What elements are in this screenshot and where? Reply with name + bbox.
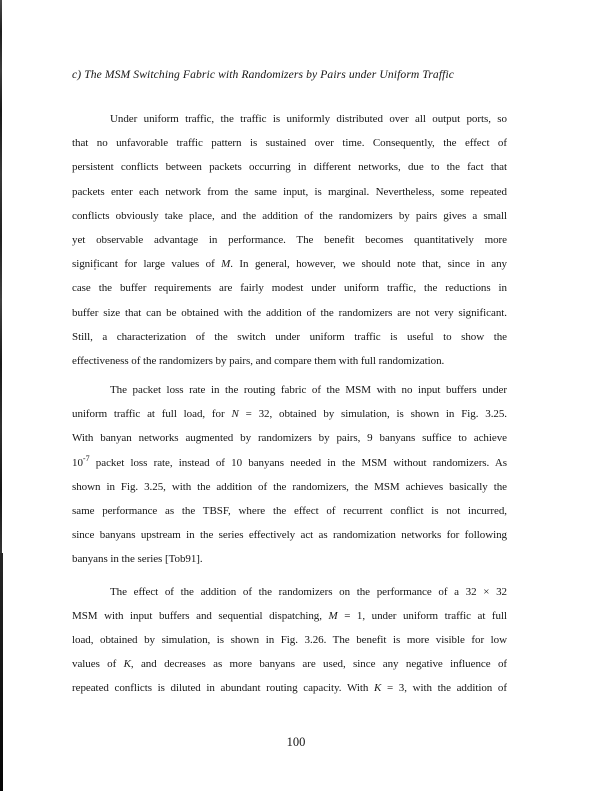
text-line: since banyans upstream in the series effectively act as randomization networks for following [72, 529, 507, 542]
paragraph-2 [72, 378, 507, 572]
text-line: load, obtained by simulation, is shown in Fig. 3.26. The benefit is more visible for low [72, 633, 507, 646]
paragraph-1 [72, 107, 507, 373]
text-line: $10^{-7}$ packet loss rate, instead of 10 banyans needed in the MSM without randomizers. As [72, 454, 507, 469]
text-line: shown in Fig. 3.25, with the addition of the randomizers, the MSM achieves basically the [72, 480, 507, 493]
text-line: banyans in the series [Tob91]. [72, 553, 203, 566]
math-variable: M [221, 258, 231, 271]
math-variable: K [123, 658, 131, 671]
text-line: uniform traffic at full load, for N = 32, obtained by simulation, is shown in Fig. 3.25. [72, 408, 507, 421]
text-line: buffer size that can be obtained with the addition of the randomizers are not very significant. [72, 306, 507, 319]
text-line: The packet loss rate in the routing fabric of the MSM with no input buffers under [110, 384, 507, 397]
math-variable: N [231, 408, 239, 421]
text-line: significant for large values of M. In general, however, we should note that, since in any [72, 258, 507, 271]
text-line: conflicts obviously take place, and the addition of the randomizers by pairs gives a small [72, 209, 507, 222]
text-line: Still, a characterization of the switch under uniform traffic is useful to show the [72, 330, 507, 343]
scan-edge-artifact-bottom [0, 553, 3, 791]
paragraph-3 [72, 580, 507, 701]
page-number: 100 [286, 735, 306, 749]
text-line: yet observable advantage in performance. The benefit becomes quantitatively more [72, 233, 507, 246]
math-variable: M [328, 609, 338, 622]
section-heading: c) The MSM Switching Fabric with Randomizers by Pairs under Uniform Traffic [72, 68, 455, 81]
text-line: MSM with input buffers and sequential dispatching, M = 1, under uniform traffic at full [72, 609, 507, 622]
math-variable: K [373, 682, 382, 695]
text-line: persistent conflicts between packets occurring in different networks, due to the fact that [72, 161, 507, 174]
body-text [72, 107, 507, 701]
text-line: Under uniform traffic, the traffic is uniformly distributed over all output ports, so [110, 113, 507, 125]
text-line: The effect of the addition of the randomizers on the performance of a 32 × 32 [110, 585, 507, 598]
text-line: same performance as the TBSF, where the effect of recurrent conflict is not incurred, [72, 505, 507, 517]
text-line: packets enter each network from the same input, is marginal. Nevertheless, some repeated [72, 185, 507, 198]
text-line: repeated conflicts is diluted in abundant routing capacity. With K = 3, with the addition of [72, 682, 507, 695]
superscript-exponent: -7 [82, 454, 90, 464]
text-line: effectiveness of the randomizers by pairs, and compare them with full randomization. [72, 354, 445, 367]
text-line: With banyan networks augmented by randomizers by pairs, 9 banyans suffice to achieve [72, 432, 507, 445]
text-line: case the buffer requirements are fairly modest under uniform traffic, the reductions in [72, 282, 507, 295]
text-line: values of K, and decreases as more banyans are used, since any negative influence of [72, 658, 507, 671]
text-line: that no unfavorable traffic pattern is sustained over time. Consequently, the effect of [72, 137, 507, 150]
